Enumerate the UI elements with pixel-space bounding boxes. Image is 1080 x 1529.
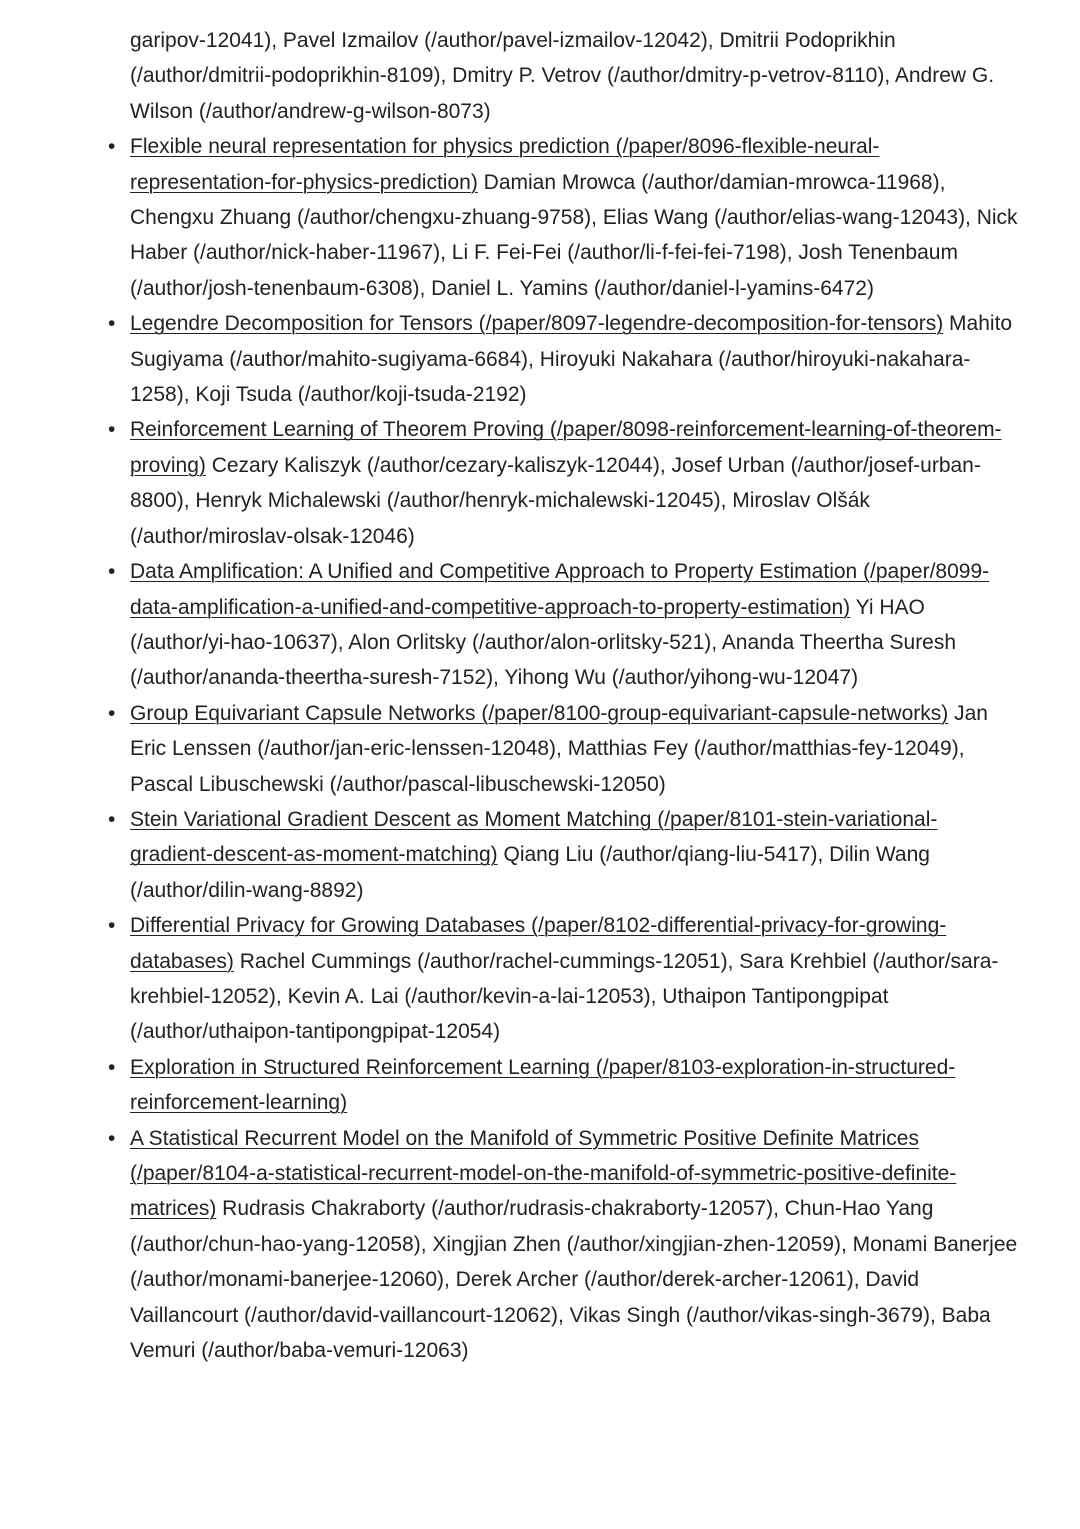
bullet-icon: • (108, 560, 116, 584)
paper-authors: Mahito Sugiyama (/author/mahito-sugiyama-6684), Hiroyuki Nakahara (/author/hiroyuki-nakahara-1258), Koji Tsuda (/author/koji-tsuda-2192) (130, 312, 1013, 407)
bullet-icon: • (108, 1055, 116, 1079)
paper-list (0, 129, 1080, 1368)
paper-authors: Yi HAO (/author/yi-hao-10637), Alon Orlitsky (/author/alon-orlitsky-521), Ananda Theertha Suresh (/author/ananda-theertha-suresh-7152), Yihong Wu (/author/yihong-wu-12047) (130, 595, 957, 690)
bullet-icon: • (108, 701, 116, 725)
paper-title-link[interactable]: Data Amplification: A Unified and Competitive Approach to Property Estimation (/paper/8099-data-amplification-a-unified-and-competitive-approach-to-property-estimation) (130, 560, 990, 619)
paper-list-item (0, 412, 1080, 554)
paper-list-item (0, 802, 1080, 908)
paper-authors: Qiang Liu (/author/qiang-liu-5417), Dilin Wang (/author/dilin-wang-8892) (130, 843, 930, 902)
paper-list-item (0, 1050, 1080, 1121)
paper-title-link[interactable]: Stein Variational Gradient Descent as Moment Matching (/paper/8101-stein-variational-gradient-descent-as-moment-matching) (130, 807, 938, 867)
paper-title-link[interactable]: Differential Privacy for Growing Databases (/paper/8102-differential-privacy-for-growing-databases) (130, 914, 947, 973)
paper-list-item (0, 1121, 1080, 1369)
paper-authors: Rachel Cummings (/author/rachel-cummings-12051), Sara Krehbiel (/author/sara-krehbiel-12052), Kevin A. Lai (/author/kevin-a-lai-12053), Uthaipon Tantipongpipat (/author/uthaipon-tantipongpipat-12054) (130, 949, 999, 1044)
paper-authors: Cezary Kaliszyk (/author/cezary-kaliszyk-12044), Josef Urban (/author/josef-urban-8800), Henryk Michalewski (/author/henryk-michalewski-12045), Miroslav Olšák (/author/miroslav-olsak-12046) (130, 453, 981, 548)
paper-authors: Jan Eric Lenssen (/author/jan-eric-lenssen-12048), Matthias Fey (/author/matthias-fey-12049), Pascal Libuschewski (/author/pascal-libuschewski-12050) (130, 701, 988, 796)
paper-list-page (0, 23, 1080, 1368)
paper-list-item (0, 696, 1080, 802)
previous-entry-authors: garipov-12041), Pavel Izmailov (/author/pavel-izmailov-12042), Dmitrii Podoprikhin (/author/dmitrii-podoprikhin-8109), Dmitry P. Vetrov (/author/dmitry-p-vetrov-8110), Andrew G. Wilson (/author/andrew-g-wilson-8073) (130, 29, 995, 123)
bullet-icon: • (108, 418, 116, 442)
paper-title-link[interactable]: Flexible neural representation for physics prediction (/paper/8096-flexible-neural-representation-for-physics-prediction) (130, 135, 880, 194)
paper-title-link[interactable]: A Statistical Recurrent Model on the Manifold of Symmetric Positive Definite Matrices (/paper/8104-a-statistical-recurrent-model-on-the-manifold-of-symmetric-positive-definite-matrices) (130, 1126, 957, 1221)
bullet-icon: • (108, 914, 116, 938)
paper-title-link[interactable]: Reinforcement Learning of Theorem Proving (/paper/8098-reinforcement-learning-of-theorem-proving) (130, 418, 1002, 477)
bullet-icon: • (108, 1126, 116, 1150)
paper-list-item (0, 306, 1080, 412)
paper-title-link[interactable]: Exploration in Structured Reinforcement Learning (/paper/8103-exploration-in-structured-reinforcement-learning) (130, 1055, 956, 1115)
paper-list-item (0, 129, 1080, 306)
paper-list-item (0, 554, 1080, 696)
paper-authors: Rudrasis Chakraborty (/author/rudrasis-chakraborty-12057), Chun-Hao Yang (/author/chun-hao-yang-12058), Xingjian Zhen (/author/xingjian-zhen-12059), Monami Banerjee (/author/monami-banerjee-12060), Derek Archer (/author/derek-archer-12061), David Vaillancourt (/author/david-vaillancourt-12062), Vikas Singh (/author/vikas-singh-3679), Baba Vemuri (/author/baba-vemuri-12063) (130, 1197, 1018, 1363)
paper-authors: Damian Mrowca (/author/damian-mrowca-11968), Chengxu Zhuang (/author/chengxu-zhuang-9758), Elias Wang (/author/elias-wang-12043), Nick Haber (/author/nick-haber-11967), Li F. Fei-Fei (/author/li-f-fei-fei-7198), Josh Tenenbaum (/author/josh-tenenbaum-6308), Daniel L. Yamins (/author/daniel-l-yamins-6472) (130, 170, 1018, 300)
paper-title-link[interactable]: Legendre Decomposition for Tensors (/paper/8097-legendre-decomposition-for-tensors) (130, 312, 944, 336)
paper-list-item (0, 908, 1080, 1050)
bullet-icon: • (108, 135, 116, 159)
bullet-icon: • (108, 807, 116, 831)
paper-title-link[interactable]: Group Equivariant Capsule Networks (/paper/8100-group-equivariant-capsule-networks) (130, 701, 949, 725)
bullet-icon: • (108, 312, 116, 336)
